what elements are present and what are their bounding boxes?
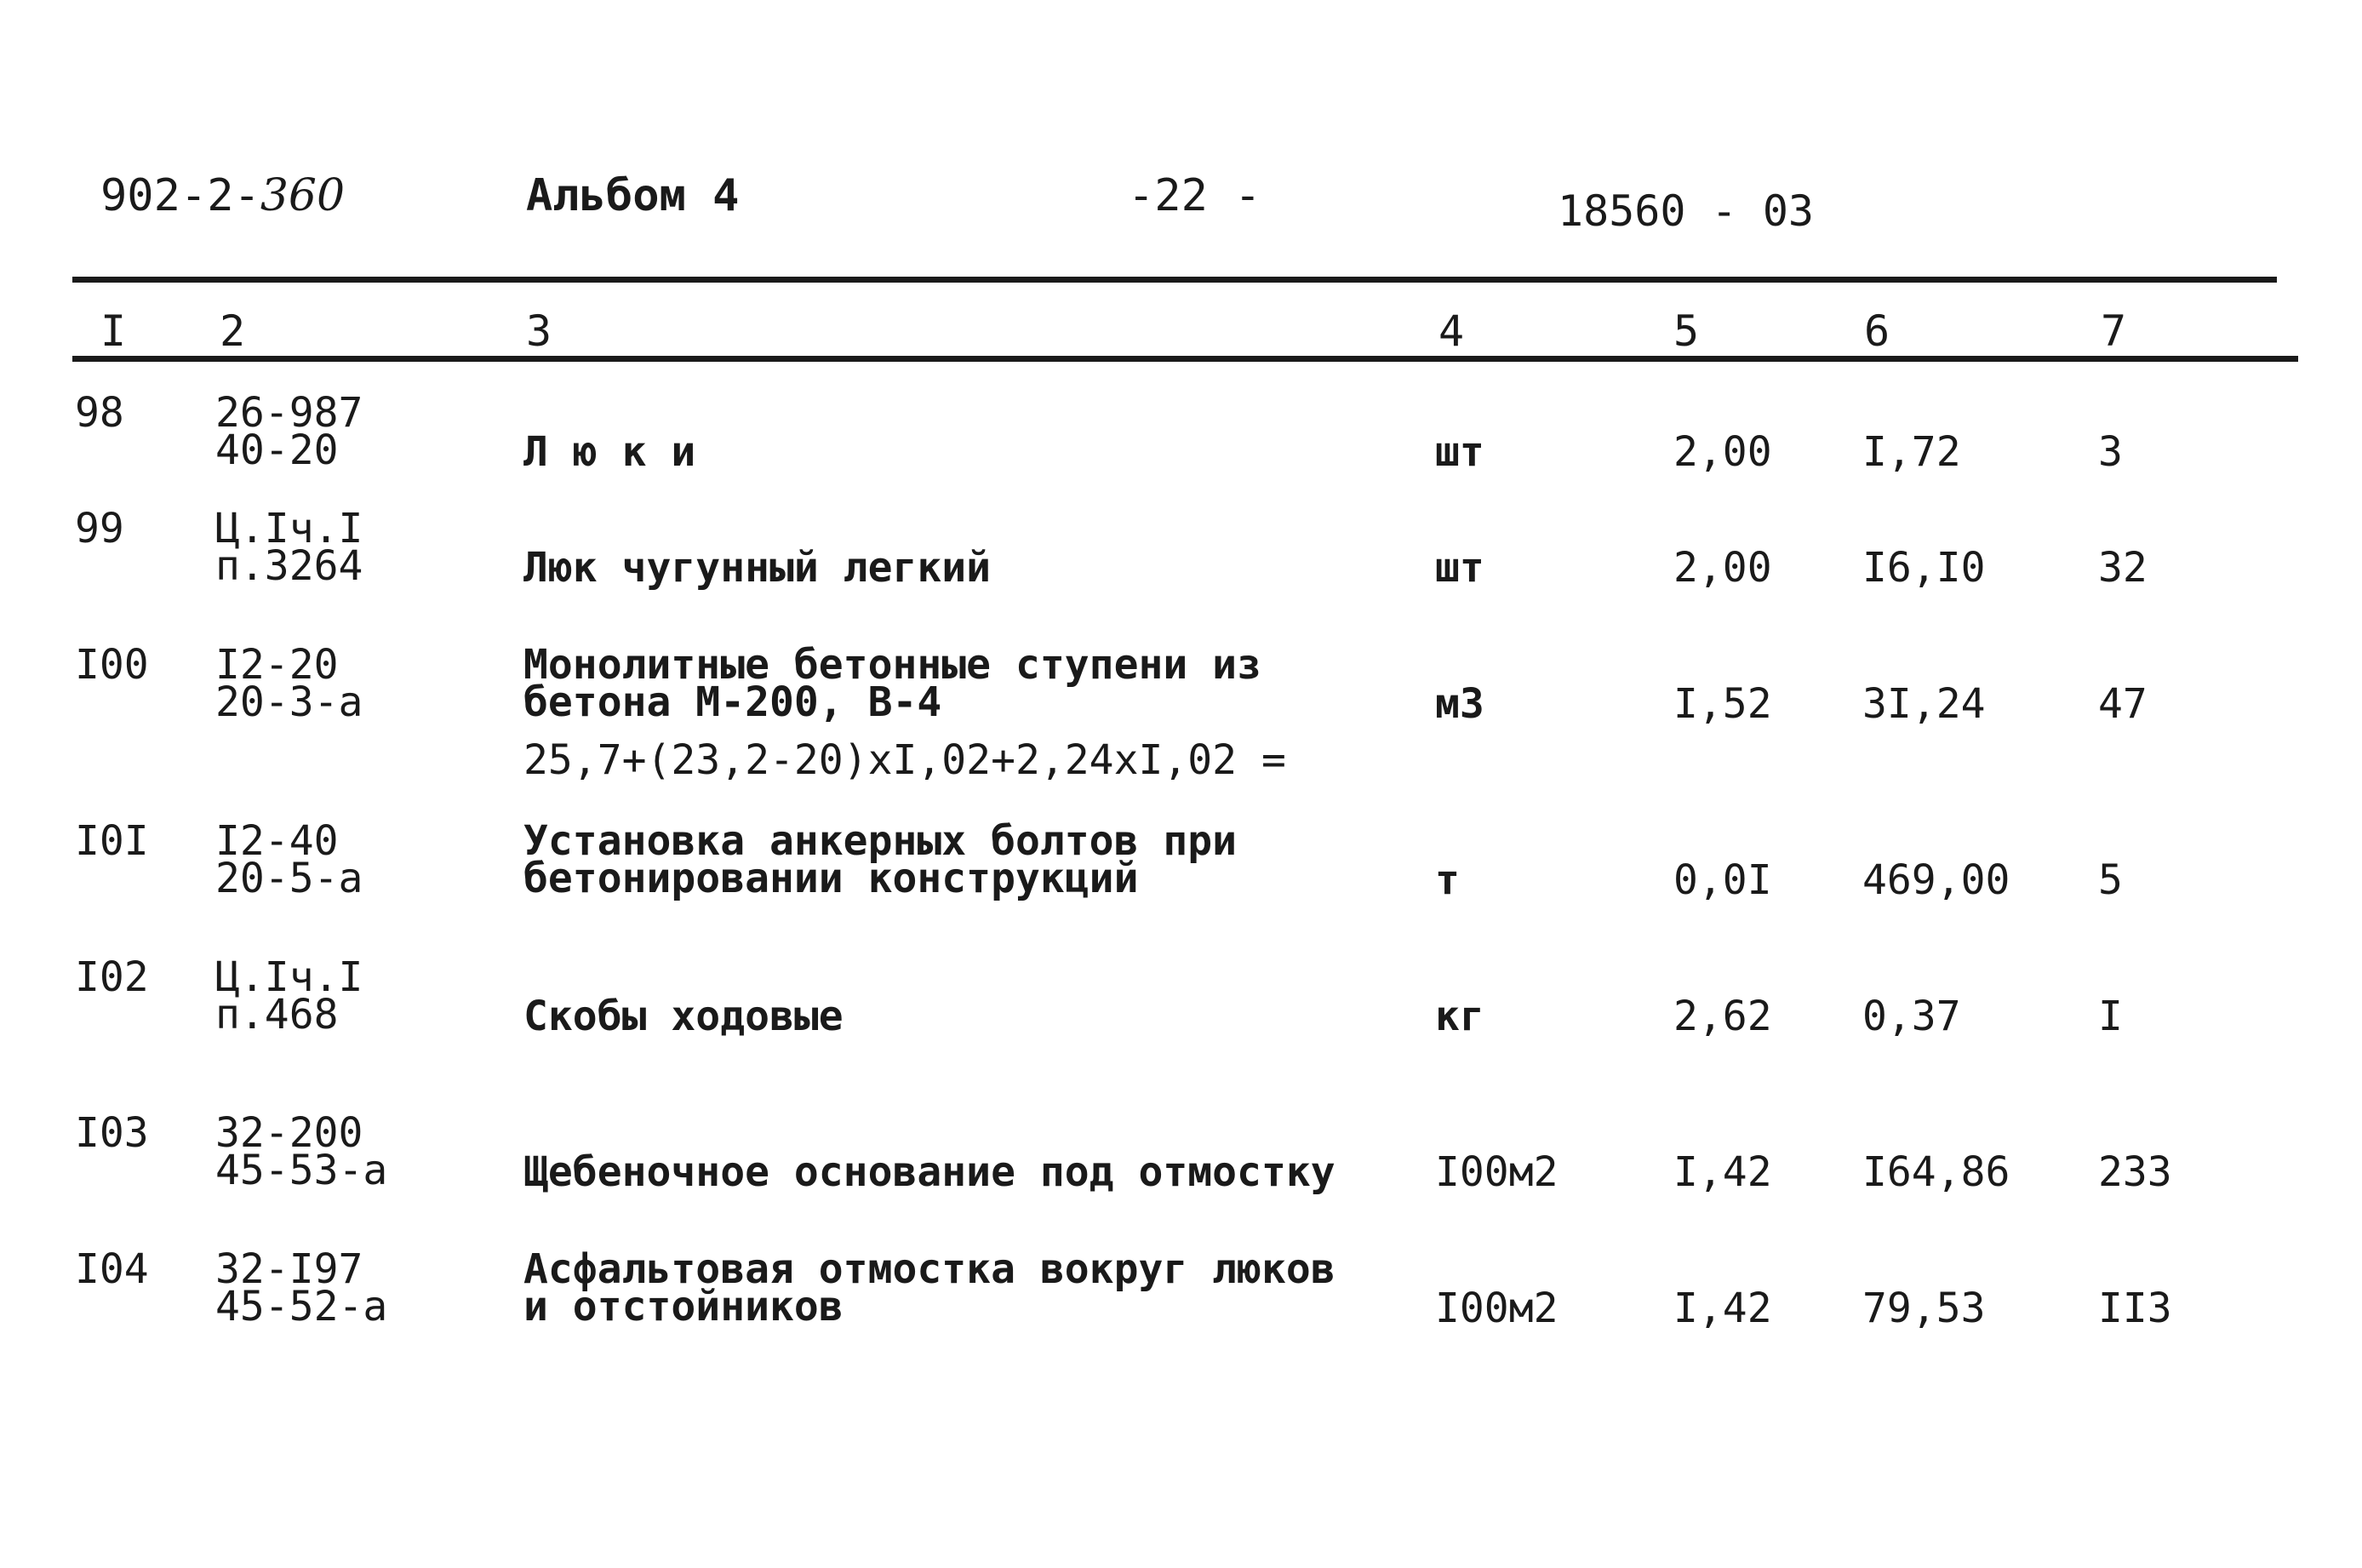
unit: I00м2 xyxy=(1435,1148,1558,1196)
total-cost: 233 xyxy=(2098,1148,2172,1196)
unit-price: 469,00 xyxy=(1862,856,2010,904)
work-description-line-1: Монолитные бетонные ступени из xyxy=(523,641,1261,689)
work-description-line-2: бетона М-200, В-4 xyxy=(523,678,942,726)
row-number: I03 xyxy=(75,1109,149,1157)
work-description-line-2: бетонировании конструкций xyxy=(523,855,1139,902)
unit: кг xyxy=(1435,993,1484,1040)
row-number: I02 xyxy=(75,953,149,1001)
unit-price: I64,86 xyxy=(1862,1148,2010,1196)
column-header-5: 5 xyxy=(1673,306,1700,356)
column-header-3: 3 xyxy=(526,306,552,356)
total-cost: 47 xyxy=(2098,680,2148,728)
row-number: I0I xyxy=(75,817,149,865)
column-header-2: 2 xyxy=(220,306,246,356)
unit: I00м2 xyxy=(1435,1285,1558,1332)
price-code-line-2: 20-5-а xyxy=(215,855,363,902)
handwritten-number: 18560 - 03 xyxy=(1558,186,1815,236)
quantity: 2,00 xyxy=(1673,544,1772,592)
row-number: 98 xyxy=(75,389,124,437)
total-cost: 32 xyxy=(2098,544,2148,592)
column-header-6: 6 xyxy=(1864,306,1890,356)
row-number: I00 xyxy=(75,641,149,689)
price-code-line-1: 32-I97 xyxy=(215,1245,363,1293)
work-description: Л ю к и xyxy=(523,428,696,476)
quantity: I,42 xyxy=(1673,1285,1772,1332)
price-code-line-1: 32-200 xyxy=(215,1109,363,1157)
unit-price: 3I,24 xyxy=(1862,680,1986,728)
work-description-line-2: и отстойников xyxy=(523,1283,844,1331)
row-number: 99 xyxy=(75,505,124,552)
work-description: Люк чугунный легкий xyxy=(523,544,992,592)
unit-price: I6,I0 xyxy=(1862,544,1986,592)
unit-price: 79,53 xyxy=(1862,1285,1986,1332)
volume-formula: 25,7+(23,2-20)хI,02+2,24хI,02 = xyxy=(523,736,1286,784)
price-code-line-1: I2-20 xyxy=(215,641,339,689)
total-cost: 3 xyxy=(2098,428,2123,476)
doc-code-printed: 902-2- xyxy=(100,170,260,221)
work-description-line-1: Асфальтовая отмостка вокруг люков xyxy=(523,1245,1335,1293)
work-description: Щебеночное основание под отмостку xyxy=(523,1148,1335,1196)
top-rule xyxy=(72,277,2277,283)
quantity: 0,0I xyxy=(1673,856,1772,904)
header-rule xyxy=(72,356,2298,362)
unit-price: 0,37 xyxy=(1862,993,1961,1040)
unit: шт xyxy=(1435,428,1484,476)
price-code-line-1: Ц.Iч.I xyxy=(215,953,363,1001)
unit: т xyxy=(1435,856,1460,904)
row-number: I04 xyxy=(75,1245,149,1293)
unit: м3 xyxy=(1435,680,1484,728)
price-code-line-2: 45-53-а xyxy=(215,1147,388,1194)
total-cost: II3 xyxy=(2098,1285,2172,1332)
total-cost: 5 xyxy=(2098,856,2123,904)
price-code-line-2: 40-20 xyxy=(215,426,339,474)
quantity: 2,62 xyxy=(1673,993,1772,1040)
total-cost: I xyxy=(2098,993,2123,1040)
price-code-line-2: п.468 xyxy=(215,991,339,1039)
price-code-line-2: 45-52-а xyxy=(215,1283,388,1331)
price-code-line-1: Ц.Iч.I xyxy=(215,505,363,552)
column-header-1: I xyxy=(100,306,127,356)
work-description-line-1: Установка анкерных болтов при xyxy=(523,817,1238,865)
price-code-line-1: I2-40 xyxy=(215,817,339,865)
quantity: I,42 xyxy=(1673,1148,1772,1196)
doc-code-handwritten: 360 xyxy=(260,170,346,221)
price-code-line-2: 20-3-а xyxy=(215,678,363,726)
quantity: 2,00 xyxy=(1673,428,1772,476)
column-header-7: 7 xyxy=(2101,306,2127,356)
price-code-line-2: п.3264 xyxy=(215,542,363,590)
column-header-4: 4 xyxy=(1438,306,1465,356)
unit: шт xyxy=(1435,544,1484,592)
work-description: Скобы ходовые xyxy=(523,993,844,1040)
unit-price: I,72 xyxy=(1862,428,1961,476)
price-code-line-1: 26-987 xyxy=(215,389,363,437)
page-number: -22 - xyxy=(1128,170,1261,221)
quantity: I,52 xyxy=(1673,680,1772,728)
album-label: Альбом 4 xyxy=(526,170,740,221)
doc-code xyxy=(100,170,345,221)
